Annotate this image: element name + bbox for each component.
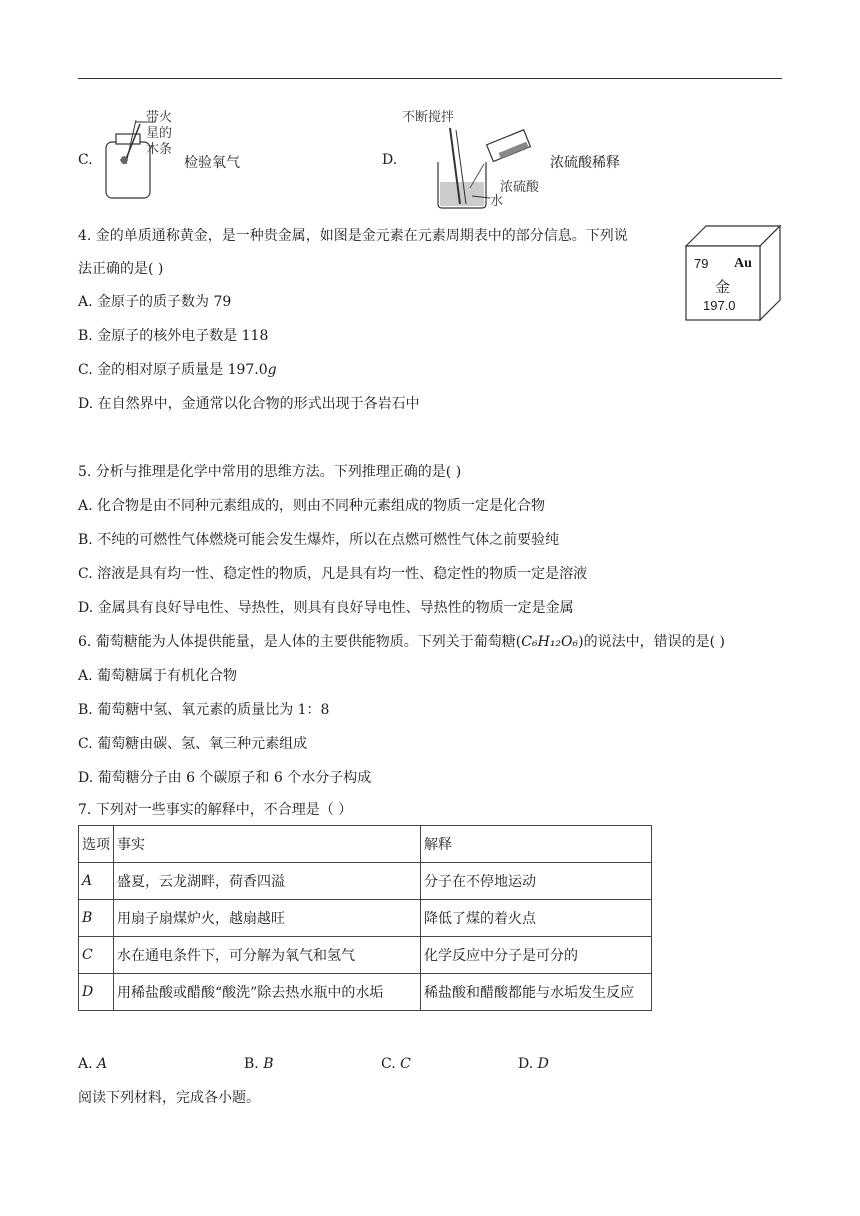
table-header-cell: 解释 (421, 826, 652, 863)
table-cell: B (79, 900, 114, 937)
q6-option-c: C. 葡萄糖由碳、氢、氧三种元素组成 (78, 736, 308, 752)
table-cell: A (79, 863, 114, 900)
table-cell: C (79, 937, 114, 974)
answer-value: A (97, 1056, 108, 1072)
q3-option-d-letter: D. (382, 152, 398, 168)
q7-stem: 7. 下列对一些事实的解释中，不合理是（ ） (78, 802, 353, 818)
diagram-label: 星的 (146, 126, 173, 141)
q6-stem-before: 6. 葡萄糖能为人体提供能量，是人体的主要供能物质。下列关于葡萄糖( (78, 634, 522, 650)
element-mass: 197.0 (703, 298, 736, 313)
table-row (79, 937, 652, 974)
table-header-cell: 事实 (114, 826, 421, 863)
diagram-label-acid: 浓硫酸 (500, 180, 540, 195)
answer-value: B (263, 1056, 274, 1072)
q5-option-c: C. 溶液是具有均一性、稳定性的物质，凡是具有均一性、稳定性的物质一定是溶液 (78, 566, 588, 582)
q4-stem-line2: 法正确的是( ) (78, 261, 164, 277)
q3-option-c-letter: C. (78, 152, 93, 168)
q6-option-a: A. 葡萄糖属于有机化合物 (78, 668, 238, 684)
q4-stem-line1: 4. 金的单质通称黄金，是一种贵金属，如图是金元素在元素周期表中的部分信息。下列说 (78, 228, 628, 244)
q6-stem (78, 632, 725, 652)
answer-letter: A. (78, 1056, 93, 1072)
acid-dilution-diagram (430, 124, 540, 210)
table-header-row (79, 826, 652, 863)
diagram-label: 带火 (146, 110, 173, 125)
table-cell: D (79, 974, 114, 1011)
table-cell: 降低了煤的着火点 (421, 900, 652, 937)
q4-option-b: B. 金原子的核外电子数是 118 (78, 328, 269, 344)
q4-option-c: C. 金的相对原子质量是 197.0𝑔 (78, 362, 277, 378)
q7-answer-d (518, 1056, 549, 1072)
reading-instruction: 阅读下列材料，完成各小题。 (78, 1090, 260, 1106)
element-number: 79 (694, 256, 709, 271)
table-cell: 水在通电条件下，可分解为氧气和氢气 (114, 937, 421, 974)
table-row (79, 974, 652, 1011)
q6-option-d: D. 葡萄糖分子由 6 个碳原子和 6 个水分子构成 (78, 770, 372, 786)
q4-option-d: D. 在自然界中，金通常以化合物的形式出现于各岩石中 (78, 396, 420, 412)
table-cell: 稀盐酸和醋酸都能与水垢发生反应 (421, 974, 652, 1011)
table-row (79, 900, 652, 937)
answer-value: C (400, 1056, 411, 1072)
q7-answer-b (244, 1056, 274, 1072)
table-cell: 分子在不停地运动 (421, 863, 652, 900)
header-rule (78, 78, 782, 79)
diagram-label-water: 水 (490, 194, 504, 209)
table-header-cell: 选项 (79, 826, 114, 863)
q7-answer-a (78, 1056, 107, 1072)
table-cell: 用稀盐酸或醋酸“酸洗”除去热水瓶中的水垢 (114, 974, 421, 1011)
q5-option-d: D. 金属具有良好导电性、导热性，则具有良好导电性、导热性的物质一定是金属 (78, 600, 574, 616)
diagram-label-stir: 不断搅拌 (402, 110, 455, 125)
answer-letter: C. (381, 1056, 396, 1072)
q3-option-d-label: 浓硫酸稀释 (550, 155, 620, 171)
answer-letter: D. (518, 1056, 534, 1072)
answer-value: D (537, 1056, 549, 1072)
facts-table (78, 825, 652, 1011)
element-symbol: Au (734, 256, 752, 271)
q5-stem: 5. 分析与推理是化学中常用的思维方法。下列推理正确的是( ) (78, 464, 462, 480)
q4-option-a: A. 金原子的质子数为 79 (78, 294, 232, 310)
q6-option-b: B. 葡萄糖中氢、氧元素的质量比为 1：8 (78, 702, 330, 718)
table-cell: 用扇子扇煤炉火，越扇越旺 (114, 900, 421, 937)
table-cell: 化学反应中分子是可分的 (421, 937, 652, 974)
element-name: 金 (715, 278, 731, 296)
answer-letter: B. (244, 1056, 259, 1072)
q3-option-c-label: 检验氧气 (184, 155, 240, 171)
q6-stem-after: )的说法中，错误的是( ) (578, 634, 725, 650)
diagram-label: 木条 (146, 142, 173, 157)
q5-option-a: A. 化合物是由不同种元素组成的，则由不同种元素组成的物质一定是化合物 (78, 498, 546, 514)
q7-answer-c (381, 1056, 411, 1072)
table-cell: 盛夏，云龙湖畔，荷香四溢 (114, 863, 421, 900)
table-row (79, 863, 652, 900)
glucose-formula: C₆H₁₂O₆ (521, 634, 579, 650)
oxygen-test-labels (146, 110, 186, 158)
q5-option-b: B. 不纯的可燃性气体燃烧可能会发生爆炸，所以在点燃可燃性气体之前要验纯 (78, 532, 560, 548)
